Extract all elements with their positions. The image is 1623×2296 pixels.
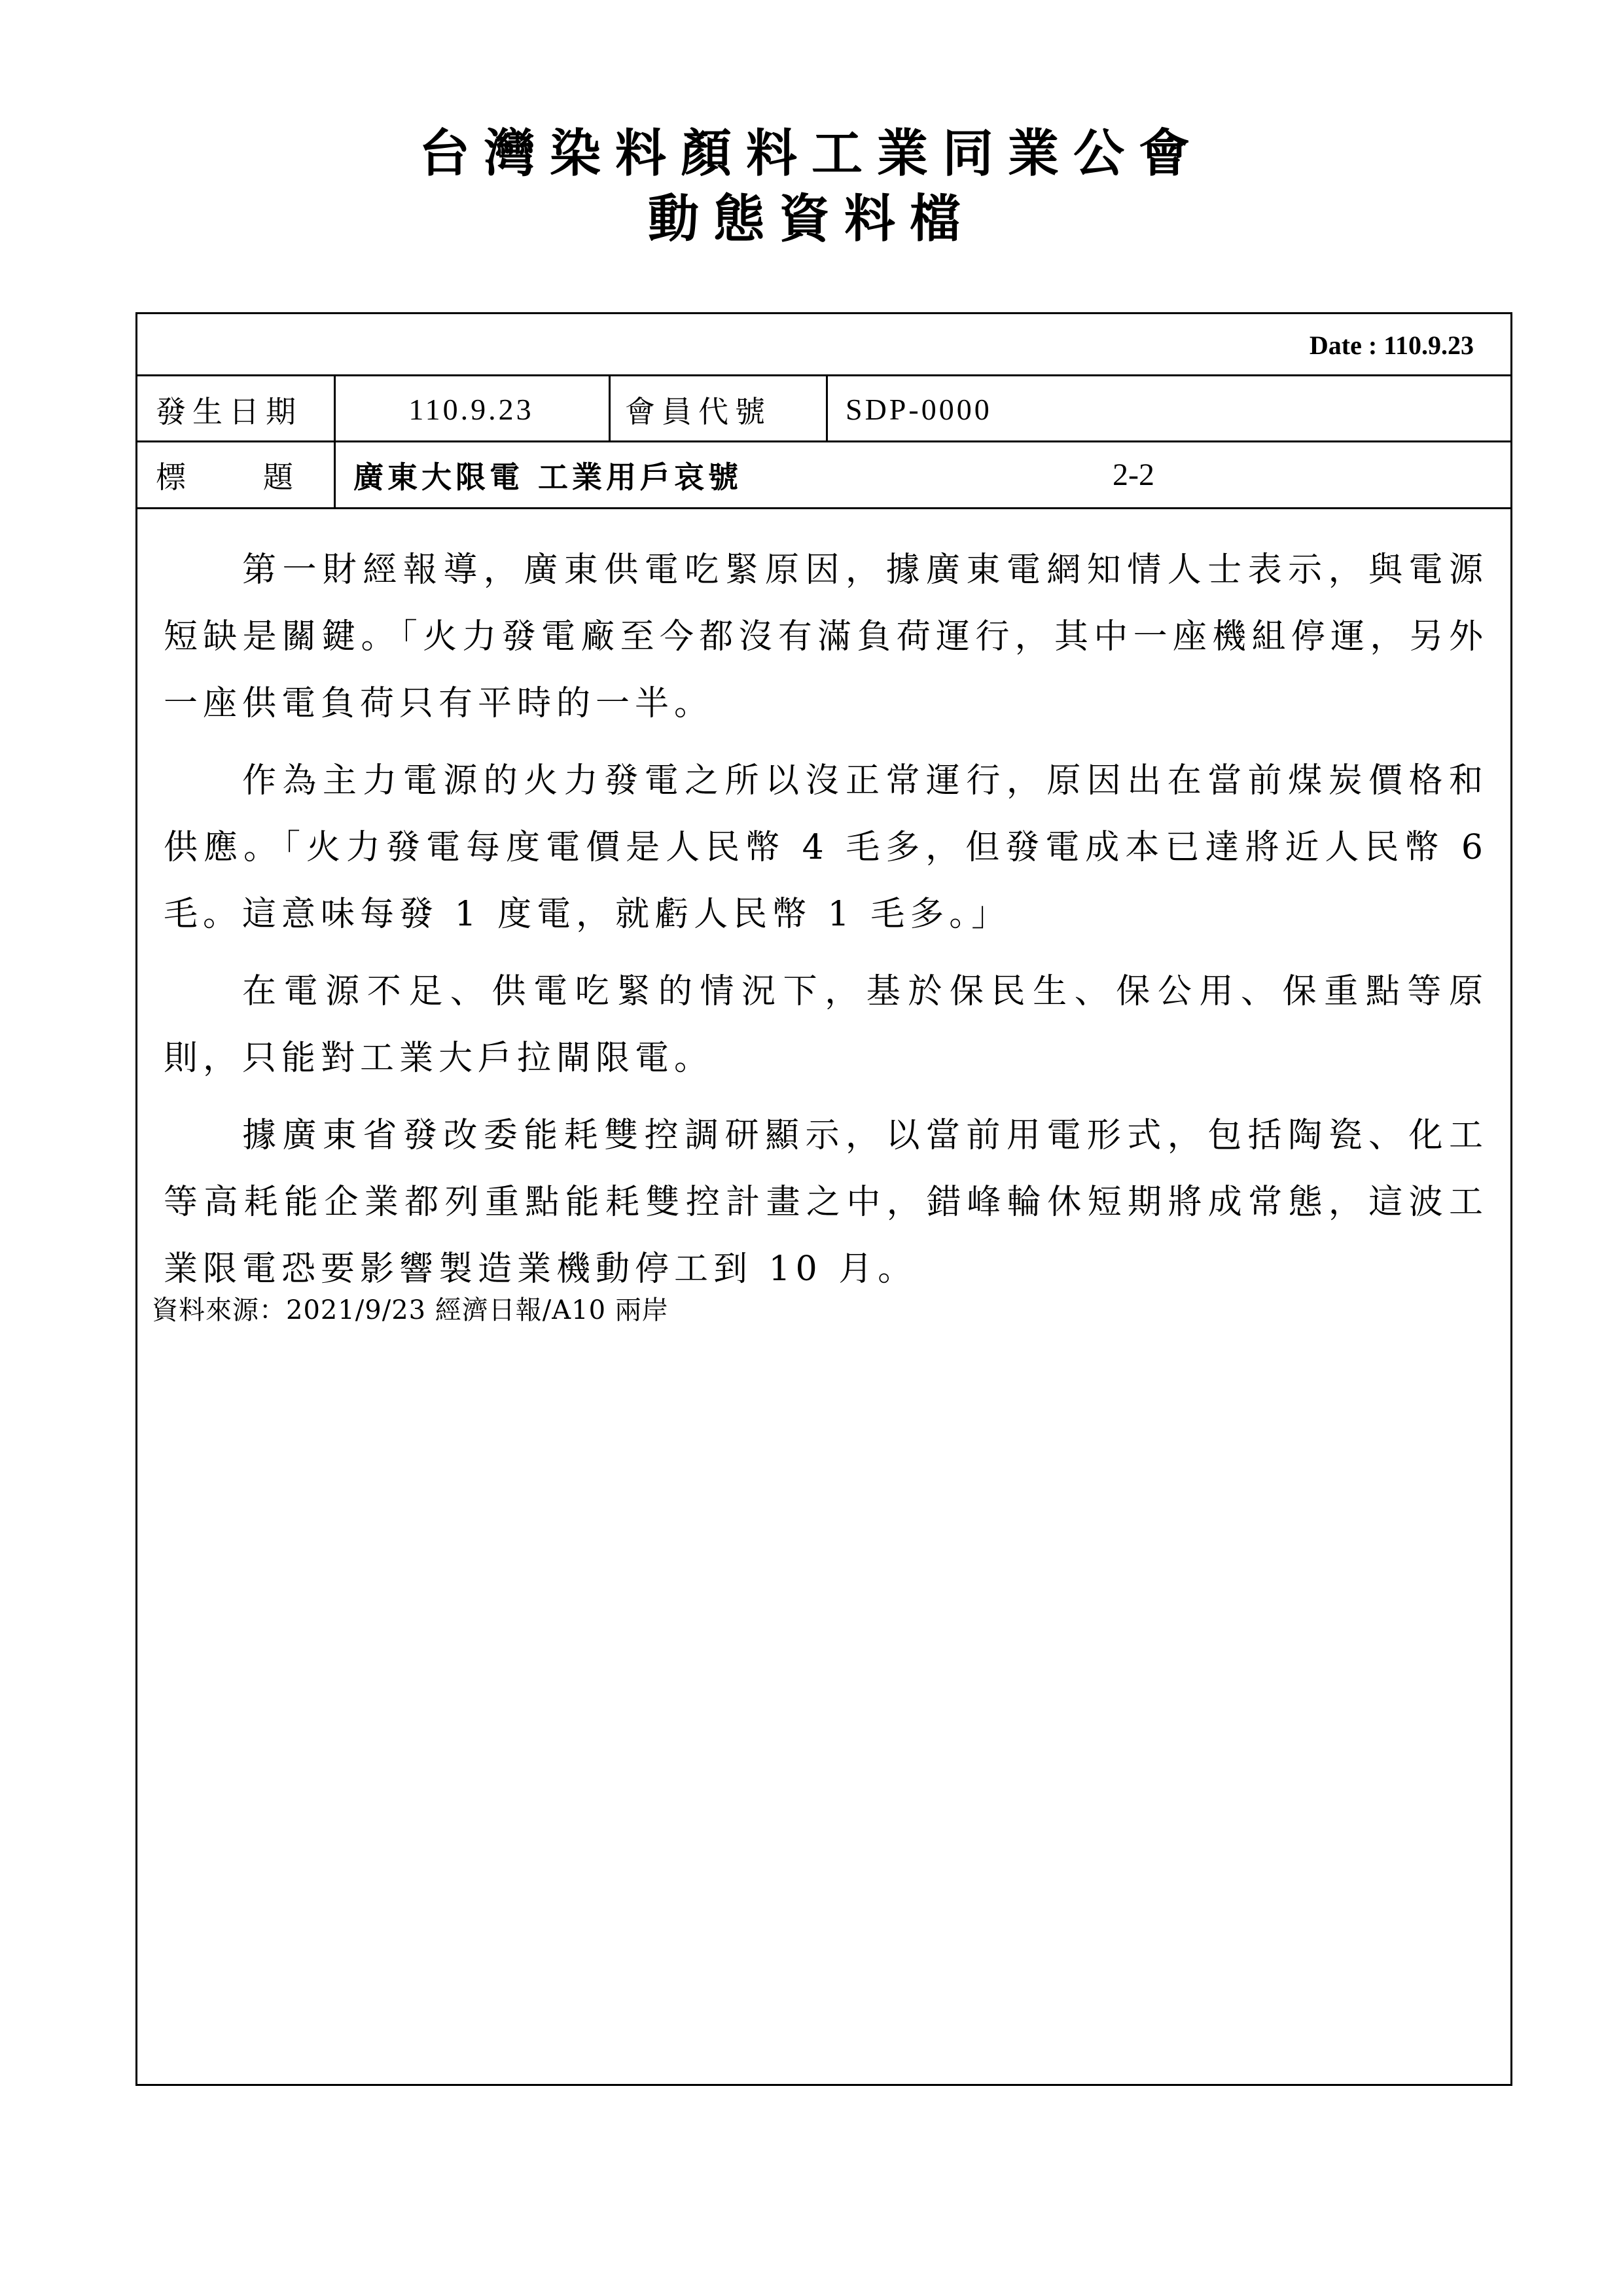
cell-divider xyxy=(609,376,611,442)
article-paragraph: 在電源不足、供電吃緊的情況下，基於保民生、保公用、保重點等原則，只能對工業大戶拉閘限電。 xyxy=(164,972,1488,1078)
subject-label-char-1: 標 xyxy=(156,459,186,495)
document-subtitle: 動態資料檔 xyxy=(647,190,975,249)
article-paragraph: 作為主力電源的火力發電之所以沒正常運行，原因出在當前煤炭價格和供應。「火力發電每度電價是人民幣 4 毛多，但發電成本已達將近人民幣 6 毛。這意味每發 1 度電，就虧人民幣 1 毛多。」 xyxy=(164,761,1488,934)
occurrence-date-label: 發生日期 xyxy=(156,393,302,429)
date-member-row xyxy=(137,374,1510,442)
subject-label-char-2: 題 xyxy=(263,459,293,495)
article-paragraph: 第一財經報導，廣東供電吃緊原因，據廣東電網知情人士表示，與電源短缺是關鍵。「火力發電廠至今都沒有滿負荷運行，其中一座機組停運，另外一座供電負荷只有平時的一半。 xyxy=(164,550,1488,723)
page-number: 2-2 xyxy=(1113,457,1154,492)
source-citation: 資料來源：2021/9/23 經濟日報/A10 兩岸 xyxy=(152,1295,669,1325)
subject-row xyxy=(137,440,1510,509)
occurrence-date-value: 110.9.23 xyxy=(408,393,534,426)
cell-divider xyxy=(826,376,828,442)
member-code-value: SDP-0000 xyxy=(846,393,992,426)
cell-divider xyxy=(334,442,336,507)
member-code-label: 會員代號 xyxy=(625,393,772,429)
subject-label xyxy=(156,442,293,507)
article-paragraph: 據廣東省發改委能耗雙控調研顯示，以當前用電形式，包括陶瓷、化工等高耗能企業都列重點能耗雙控計畫之中，錯峰輪休短期將成常態，這波工業限電恐要影響製造業機動停工到 10 月。 xyxy=(164,1116,1488,1289)
article-body xyxy=(164,537,1488,1313)
subject-value: 廣東大限電 工業用戶哀號 xyxy=(353,459,743,495)
document-title: 台灣染料顏料工業同業公會 xyxy=(418,124,1204,183)
record-date: Date : 110.9.23 xyxy=(1309,331,1474,360)
record-form xyxy=(135,312,1512,2086)
